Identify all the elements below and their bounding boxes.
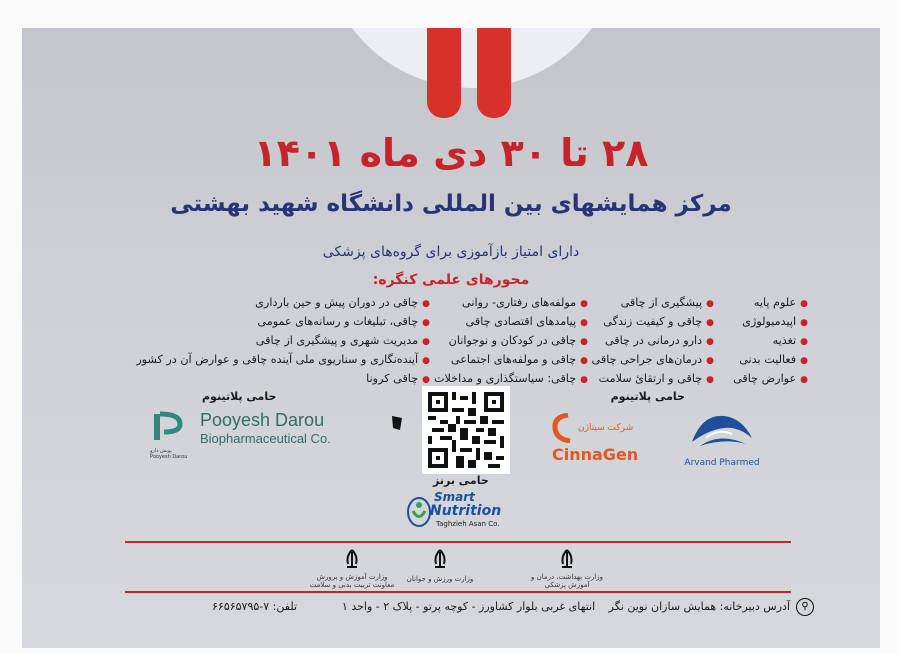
- arvand-wave-icon: [662, 408, 782, 452]
- topic-item: ● چاقی در کودکان و نوجوانان: [436, 333, 588, 350]
- divider-bottom: [125, 591, 791, 593]
- cinnagen-fa: شرکت سیناژن: [578, 423, 634, 433]
- topic-item: ● چاقی: سیاستگذاری و مداخلات: [436, 371, 588, 388]
- qr-code-icon: [428, 392, 504, 468]
- pooyesh-mark-icon: [150, 410, 190, 444]
- topic-item: ● چاقی و ارتقائ سلامت: [594, 371, 714, 388]
- smart-nutrition-logo: [406, 490, 506, 536]
- leg-graphic-left: [427, 28, 461, 118]
- nutrition-text: Nutrition: [430, 503, 502, 519]
- qr-code[interactable]: [422, 386, 510, 474]
- event-venue: مرکز همایشهای بین المللی دانشگاه شهید بهشتی: [170, 191, 732, 217]
- emblem-caption-1b: معاونت تربیت بدنی و سلامت: [309, 581, 395, 589]
- iran-emblem-icon: [342, 548, 362, 570]
- topic-item: ● مولفه‌های رفتاری- روانی: [436, 295, 588, 312]
- small-mark-icon: [390, 414, 404, 432]
- event-date: ۲۸ تا ۳۰ دی ماه ۱۴۰۱: [253, 131, 649, 175]
- topic-item: ● چاقی و مولفه‌های اجتماعی: [436, 352, 588, 369]
- footer-address: [342, 600, 790, 613]
- topics-col-2: [591, 295, 714, 388]
- topics-col-1: [720, 295, 808, 388]
- topic-item: ● درمان‌های جراحی چاقی: [594, 352, 714, 369]
- cinnagen-name: CinnaGen: [552, 445, 639, 464]
- topic-item: ● چاقی، تبلیغات و رسانه‌های عمومی: [130, 314, 430, 331]
- iran-emblem-icon: [557, 548, 577, 570]
- footer-address-detail: انتهای غربی بلوار کشاورز - کوچه پرتو - پلاک ۲ - واحد ۱: [341, 600, 596, 613]
- platinum-label-right: حامی پلاتینوم: [610, 390, 685, 403]
- topic-item: ● عوارض چاقی: [720, 371, 808, 388]
- pooyesh-small-fa: پویش دارو: [150, 448, 172, 454]
- topic-item: ● چاقی در دوران پیش و حین بارداری: [130, 295, 430, 312]
- topic-item: ● چاقی کرونا: [130, 371, 430, 388]
- pooyesh-logo: [150, 410, 360, 470]
- emblem-sport: [430, 548, 450, 574]
- taghzieh-text: Taghzieh Asan Co.: [436, 520, 500, 528]
- cinnagen-logo: [552, 413, 652, 473]
- pooyesh-sub: Biopharmaceutical Co.: [200, 431, 331, 446]
- plate-graphic: [322, 28, 622, 88]
- axes-title: محورهای علمی کنگره:: [372, 272, 530, 288]
- emblem-caption-3: وزارت بهداشت، درمان و آموزش پزشکی: [530, 573, 604, 589]
- credit-note: دارای امتیاز بازآموزی برای گروه‌های پزشکی: [322, 244, 580, 260]
- pooyesh-small: Pooyesh Darou: [150, 454, 188, 460]
- topic-item: ● فعالیت بدنی: [720, 352, 808, 369]
- leg-graphic-right: [477, 28, 511, 118]
- cinnagen-mark-icon: [552, 413, 574, 443]
- footer-phone: تلفن: ۷-۶۶۵۶۵۷۹۵: [212, 600, 298, 613]
- topics-col-4: [130, 295, 430, 388]
- arvand-logo: [662, 408, 782, 468]
- smart-nutrition-icon: [406, 496, 432, 528]
- platinum-label-left: حامی پلاتینوم: [202, 390, 277, 403]
- poster: [22, 28, 880, 648]
- topics-col-3: [433, 295, 588, 388]
- topic-item: ● علوم پایه: [720, 295, 808, 312]
- topic-item: ● اپیدمیولوژی: [720, 314, 808, 331]
- arvand-name: Arvand Pharmed: [684, 458, 760, 468]
- emblem-health: [557, 548, 577, 574]
- topic-item: ● چاقی و کیفیت زندگی: [594, 314, 714, 331]
- iran-emblem-icon: [430, 548, 450, 570]
- topic-item: ● تغذیه: [720, 333, 808, 350]
- footer-address-label: آدرس دبیرخانه: همایش سازان نوین نگر: [608, 600, 790, 613]
- topic-item: ● مدیریت شهری و پیشگیری از چاقی: [130, 333, 430, 350]
- topic-item: ● پیشگیری از چاقی: [594, 295, 714, 312]
- divider-top: [125, 541, 791, 543]
- bronze-label: حامی برنز: [433, 474, 489, 487]
- emblem-caption-2: وزارت ورزش و جوانان: [406, 575, 474, 583]
- emblem-education: [342, 548, 362, 574]
- smart-text: Smart: [434, 490, 475, 504]
- topic-item: ● پیامدهای اقتصادی چاقی: [436, 314, 588, 331]
- pooyesh-title: Pooyesh Darou: [200, 410, 325, 430]
- topic-item: ● آینده‌نگاری و سناریوی ملی آینده چاقی و عوارض آن در کشور: [130, 352, 430, 369]
- address-icon: ⚲: [796, 598, 814, 616]
- topic-item: ● دارو درمانی در چاقی: [594, 333, 714, 350]
- emblem-caption-1: وزارت آموزش و پرورش: [316, 573, 388, 581]
- topics-list: [22, 295, 808, 388]
